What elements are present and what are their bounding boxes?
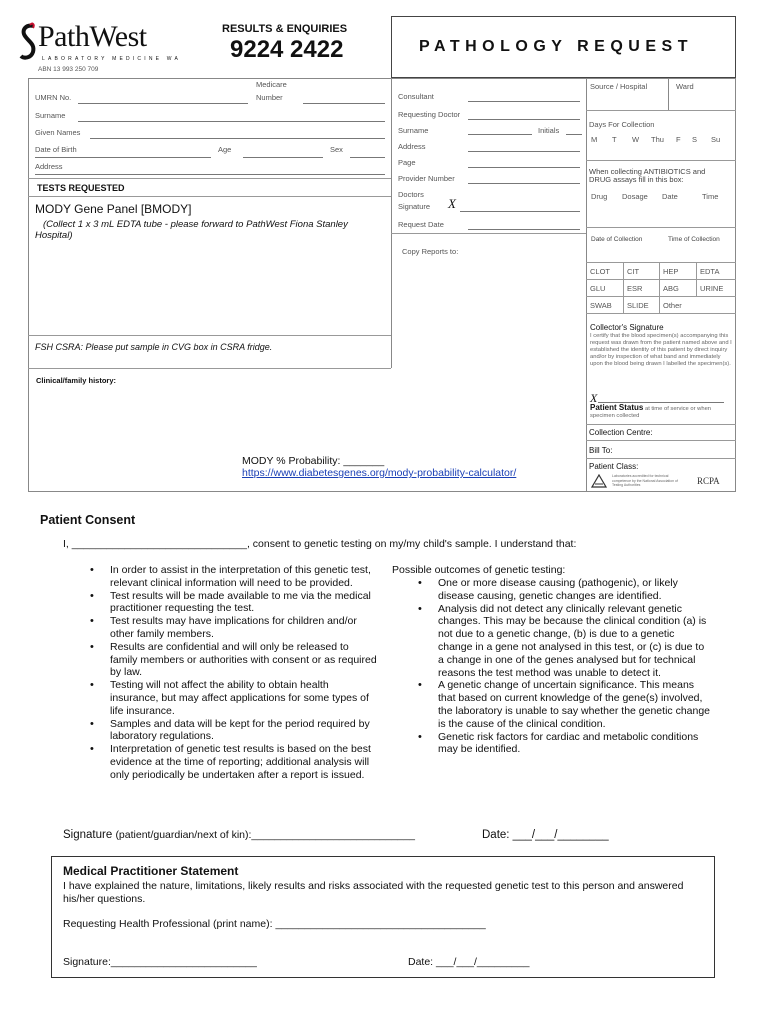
consent-title: Patient Consent: [40, 513, 136, 527]
tube-hep[interactable]: HEP: [663, 267, 679, 276]
nata-logo-icon: [591, 474, 607, 488]
outcome-item: • Analysis did not detect any clinically relevant genetic changes. This may be because the clinical condition (a) is not due to a genetic change, (b) is due to a genetic change in a gene not analysed in this test, or (c) is due to a change in one of the genes analysed but for technical reasons the test method was unable to detect it.: [410, 603, 710, 680]
age-field[interactable]: [243, 157, 323, 158]
practitioner-text: I have explained the nature, limitations, likely results and risks associated with the requested genetic test to this person and answered his/her questions.: [63, 880, 684, 905]
request-date-label: Request Date: [398, 220, 444, 229]
consultant-label: Consultant: [398, 92, 434, 101]
provider-label: Provider Number: [398, 174, 455, 183]
consent-item: • Results are confidential and will only be released to family members or authorities with consent or as required by law.: [82, 641, 378, 679]
calculator-link[interactable]: https://www.diabetesgenes.org/mody-probability-calculator/: [242, 467, 517, 479]
given-names-label: Given Names: [35, 128, 81, 137]
copy-reports-label: Copy Reports to:: [402, 247, 459, 256]
page-field[interactable]: [468, 167, 580, 168]
sex-field[interactable]: [350, 157, 385, 158]
test-panel: MODY Gene Panel [BMODY]: [35, 202, 192, 216]
collection-centre-label: Collection Centre:: [589, 428, 653, 437]
consent-intro: I, ______________________________, consent to genetic testing on my/my child's sample. I understand that:: [63, 538, 577, 550]
day-t[interactable]: T: [612, 135, 617, 144]
test-note: (Collect 1 x 3 mL EDTA tube - please forward to PathWest Fiona Stanley Hospital): [35, 219, 348, 241]
doctors-label: Doctors: [398, 190, 424, 199]
drug-col: Drug: [591, 192, 608, 201]
surname-label: Surname: [35, 111, 66, 120]
request-date-field[interactable]: [468, 229, 580, 230]
enquiries-phone: 9224 2422: [230, 36, 344, 63]
patient-status-note: at time of service or when specimen collected: [590, 406, 712, 419]
outcomes-heading: Possible outcomes of genetic testing:: [392, 564, 566, 576]
doctor-address-label: Address: [398, 142, 426, 151]
consent-item: • Interpretation of genetic test results is based on the best evidence at the time of reporting; additional analysis will only periodically be undertaken after a report is issued.: [82, 743, 378, 781]
consent-left-list: [82, 564, 378, 782]
tube-esr[interactable]: ESR: [627, 284, 643, 293]
patient-status-label: Patient Status: [590, 403, 644, 412]
collector-signature-mark[interactable]: X: [590, 391, 598, 405]
dob-label: Date of Birth: [35, 145, 77, 154]
day-s[interactable]: S: [692, 135, 698, 144]
tube-other[interactable]: Other: [663, 301, 682, 310]
day-thu[interactable]: Thu: [651, 135, 664, 144]
patient-class-label: Patient Class:: [589, 462, 639, 471]
day-su[interactable]: Su: [711, 135, 721, 144]
doctor-signature-label: Signature: [398, 202, 431, 211]
dob-field[interactable]: [35, 157, 211, 158]
accreditation-note: Laboratories accredited for technical competence by the National Association of Testing Authorities: [612, 474, 678, 487]
tube-slide[interactable]: SLIDE: [627, 301, 649, 310]
consent-signature-who: (patient/guardian/next of kin):____________________________: [115, 829, 415, 841]
given-names-field[interactable]: [90, 138, 385, 139]
time-of-collection-label: Time of Collection: [668, 236, 720, 243]
practitioner-print-name[interactable]: Requesting Health Professional (print name): ____________________________________: [63, 918, 486, 930]
day-f[interactable]: F: [676, 135, 681, 144]
title-box: [391, 16, 736, 78]
doctor-signature-mark[interactable]: X: [448, 196, 456, 211]
practitioner-signature[interactable]: Signature:_________________________: [63, 956, 257, 968]
doctor-signature-field[interactable]: [460, 211, 580, 212]
consent-item: • Test results may have implications for children and/or other family members.: [82, 615, 378, 641]
tube-swab[interactable]: SWAB: [590, 301, 612, 310]
outcomes-list: [410, 577, 710, 756]
tube-cit[interactable]: CIT: [627, 267, 640, 276]
date-col: Date: [662, 192, 678, 201]
outcome-item: • A genetic change of uncertain significance. This means that based on current knowledge of the gene(s) involved, the laboratory is unable to say whether the genetic change is the cause of the clinical condition.: [410, 679, 710, 730]
surname-field[interactable]: [78, 121, 385, 122]
patient-status: [590, 404, 734, 420]
doctor-address-field[interactable]: [468, 151, 580, 152]
tube-edta[interactable]: EDTA: [700, 267, 720, 276]
collector-certification: I certify that the blood specimen(s) accompanying this request was drawn from the patient named above and I established the identity of this patient by direct inquiry and/or by inspection of what band and immediately upon the blood being drawn I labelled the specimen(s).: [590, 333, 732, 367]
bill-to-label: Bill To:: [589, 446, 613, 455]
consent-item: • In order to assist in the interpretation of this genetic test, relevant clinical information will need to be provided.: [82, 564, 378, 590]
requesting-doctor-label: Requesting Doctor: [398, 110, 461, 119]
antibiotics-note: When collecting ANTIBIOTICS and DRUG assays fill in this box:: [589, 167, 706, 184]
doctor-surname-field[interactable]: [468, 134, 532, 135]
umrn-label: UMRN No.: [35, 93, 72, 102]
collector-signature-label: Collector's Signature: [590, 323, 664, 332]
dosage-col: Dosage: [622, 192, 648, 201]
date-of-collection-label: Date of Collection: [591, 236, 643, 243]
enquiries-label: RESULTS & ENQUIRIES: [222, 23, 348, 35]
practitioner-date[interactable]: Date: ___/___/_________: [408, 956, 530, 968]
source-hospital-label: Source / Hospital: [590, 82, 648, 91]
initials-field[interactable]: [566, 134, 582, 135]
initials-label: Initials: [538, 126, 560, 135]
ward-label: Ward: [676, 82, 694, 91]
rcpa-logo: RCPA: [697, 476, 720, 486]
tube-urine[interactable]: URINE: [700, 284, 724, 293]
consent-item: • Test results will be made available to me via the medical practitioner requesting the test.: [82, 590, 378, 616]
doctor-surname-label: Surname: [398, 126, 429, 135]
age-label: Age: [218, 145, 232, 154]
tube-grid: [586, 262, 736, 314]
days-label: Days For Collection: [589, 120, 655, 129]
day-m[interactable]: M: [591, 135, 598, 144]
consent-signature-label: Signature: [63, 829, 113, 841]
medicare-label: Medicare: [256, 80, 287, 89]
address-label: Address: [35, 162, 63, 171]
time-col: Time: [702, 192, 719, 201]
clinical-history-label: Clinical/family history:: [36, 376, 117, 385]
requesting-doctor-field[interactable]: [468, 119, 580, 120]
consultant-field[interactable]: [468, 101, 580, 102]
consent-signature[interactable]: [63, 829, 415, 841]
fsh-note: FSH CSRA: Please put sample in CVG box in CSRA fridge.: [35, 342, 273, 352]
consent-item: • Samples and data will be kept for the period required by laboratory regulations.: [82, 718, 378, 744]
logo-subtitle: LABORATORY MEDICINE WA: [42, 56, 182, 62]
number-label: Number: [256, 93, 283, 102]
pathwest-logo: [18, 20, 182, 68]
day-w[interactable]: W: [632, 135, 640, 144]
medicare-field[interactable]: [303, 103, 385, 104]
tests-heading: TESTS REQUESTED: [37, 183, 125, 193]
abn: ABN 13 993 250 709: [38, 66, 99, 73]
provider-field[interactable]: [468, 183, 580, 184]
outcome-item: • Genetic risk factors for cardiac and metabolic conditions may be identified.: [410, 731, 710, 757]
tube-abg[interactable]: ABG: [663, 284, 679, 293]
form-title: PATHOLOGY REQUEST: [419, 38, 693, 55]
practitioner-title: Medical Practitioner Statement: [63, 864, 239, 878]
mody-probability: MODY % Probability: _______: [242, 455, 385, 467]
sex-label: Sex: [330, 145, 343, 154]
pathwest-s-icon: [18, 22, 40, 62]
logo-text: PathWest: [38, 20, 147, 53]
consent-item: • Testing will not affect the ability to obtain health insurance, but may affect applications for some types of life insurance.: [82, 679, 378, 717]
umrn-field[interactable]: [78, 103, 248, 104]
tube-glu[interactable]: GLU: [590, 284, 606, 293]
page-label: Page: [398, 158, 416, 167]
outcome-item: • One or more disease causing (pathogenic), or likely disease causing, genetic changes are identified.: [410, 577, 710, 603]
tube-clot[interactable]: CLOT: [590, 267, 611, 276]
address-field[interactable]: [35, 174, 385, 175]
consent-date[interactable]: Date: ___/___/________: [482, 829, 609, 841]
